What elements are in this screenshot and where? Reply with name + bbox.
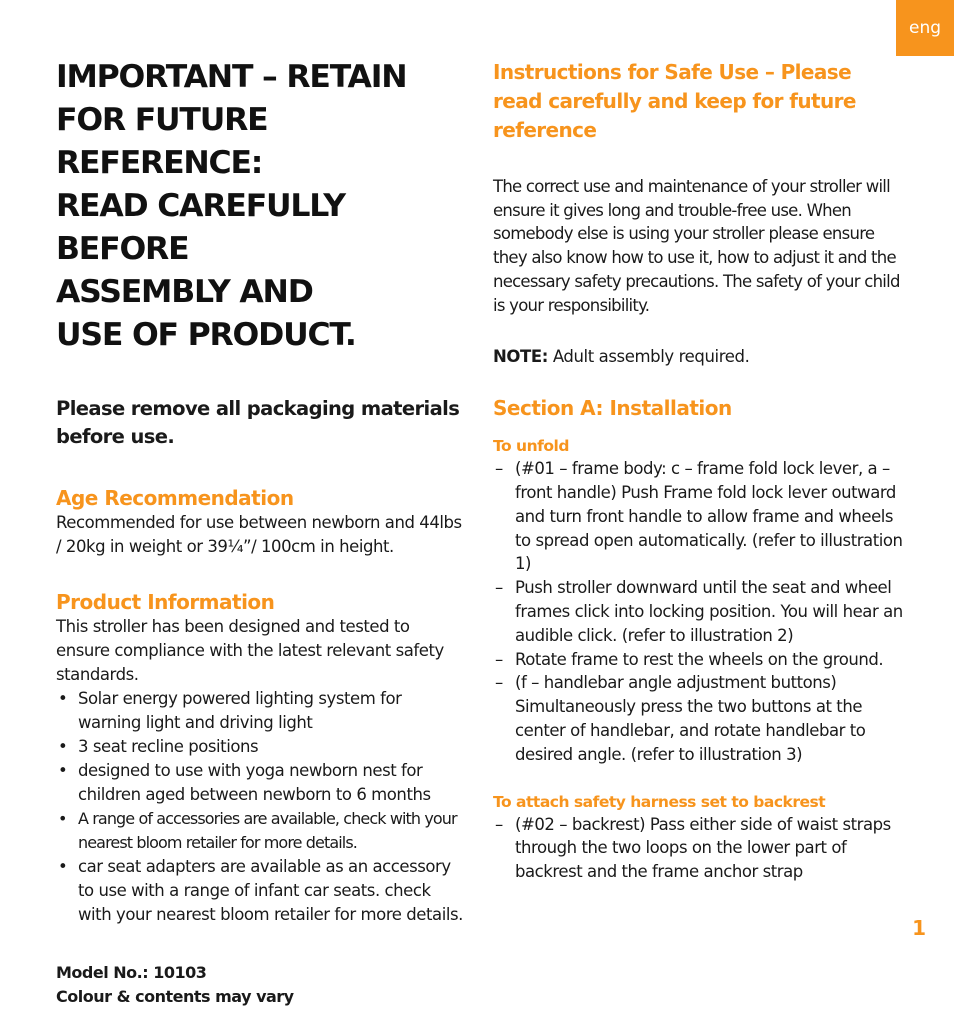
- step-text: Rotate frame to rest the wheels on the ground.: [515, 649, 884, 669]
- dash-mark: –: [495, 459, 503, 479]
- title-line: IMPORTANT – RETAIN: [56, 59, 407, 95]
- list-item-text: car seat adapters are available as an accessory to use with a range of infant car seats. check with your nearest bloom retailer for more details.: [78, 857, 463, 924]
- title-line: USE OF PRODUCT.: [56, 317, 356, 353]
- list-item: [56, 735, 466, 759]
- right-column: [493, 58, 903, 884]
- bullet-mark: •: [58, 737, 68, 756]
- list-item: [493, 813, 903, 884]
- instructions-title: Instructions for Safe Use – Please read carefully and keep for future reference: [493, 60, 856, 142]
- unfold-heading: To unfold: [493, 437, 569, 456]
- dash-mark: –: [495, 673, 503, 693]
- list-item-text: designed to use with yoga newborn nest for children aged between newborn to 6 months: [78, 761, 431, 804]
- harness-heading: To attach safety harness set to backrest: [493, 792, 826, 811]
- note-label: NOTE:: [493, 347, 548, 367]
- list-item: [493, 457, 903, 576]
- unfold-steps: [493, 457, 903, 766]
- product-text: This stroller has been designed and tested to ensure compliance with the latest relevant safety standards.: [56, 617, 444, 684]
- left-column: [56, 56, 466, 1009]
- list-item-text: A range of accessories are available, check with your nearest bloom retailer for more details.: [78, 809, 457, 852]
- step-text: (f – handlebar angle adjustment buttons) Simultaneously press the two buttons at the center of handlebar, and rotate handlebar to desired angle. (refer to illustration 3): [515, 673, 866, 764]
- list-item: [493, 648, 903, 672]
- important-title: [56, 56, 466, 357]
- harness-steps: [493, 813, 903, 884]
- note-text: Adult assembly required.: [547, 347, 750, 367]
- dash-mark: –: [495, 814, 503, 834]
- section-a-heading: Section A: Installation: [493, 396, 732, 421]
- feature-list: [56, 687, 466, 927]
- list-item: [56, 807, 466, 855]
- product-section: [56, 589, 466, 927]
- title-line: ASSEMBLY AND: [56, 274, 313, 310]
- colour-note: Colour & contents may vary: [56, 987, 294, 1006]
- age-heading: Age Recommendation: [56, 486, 294, 510]
- assembly-note: [493, 345, 903, 369]
- list-item-text: Solar energy powered lighting system for warning light and driving light: [78, 689, 402, 732]
- list-item: [56, 855, 466, 927]
- bullet-mark: •: [58, 857, 68, 876]
- dash-mark: –: [495, 578, 503, 598]
- packaging-note: Please remove all packaging materials before use.: [56, 397, 460, 448]
- age-section: [56, 485, 466, 559]
- list-item: [56, 687, 466, 735]
- product-heading: Product Information: [56, 590, 275, 614]
- step-text: Push stroller downward until the seat and wheel frames click into locking position. You will hear an audible click. (refer to illustration 2): [515, 578, 903, 645]
- list-item: [493, 576, 903, 647]
- intro-paragraph: The correct use and maintenance of your stroller will ensure it gives long and trouble-free use. When somebody else is using your stroller please ensure they also know how to use it, how to adjust it and the necessary safety precautions. The safety of your child is your responsibility.: [493, 177, 900, 315]
- title-line: FOR FUTURE REFERENCE:: [56, 102, 268, 181]
- list-item-text: 3 seat recline positions: [78, 737, 259, 756]
- title-line: READ CAREFULLY BEFORE: [56, 188, 345, 267]
- bullet-mark: •: [58, 689, 68, 708]
- age-text: Recommended for use between newborn and 44lbs / 20kg in weight or 39¼”/ 100cm in height.: [56, 513, 462, 556]
- language-tab: eng: [896, 0, 954, 56]
- bullet-mark: •: [58, 761, 68, 780]
- model-number: Model No.: 10103: [56, 963, 207, 982]
- list-item: [56, 759, 466, 807]
- model-info: [56, 961, 466, 1009]
- page-number: 1: [912, 916, 926, 940]
- step-text: (#02 – backrest) Pass either side of waist straps through the two loops on the lower part of backrest and the frame anchor strap: [515, 814, 891, 882]
- list-item: [493, 671, 903, 766]
- dash-mark: –: [495, 649, 503, 669]
- step-text: (#01 – frame body: c – frame fold lock lever, a – front handle) Push Frame fold lock lever outward and turn front handle to allow frame and wheels to spread open automatically. (refer to illustration 1): [515, 459, 903, 574]
- bullet-mark: •: [58, 809, 67, 828]
